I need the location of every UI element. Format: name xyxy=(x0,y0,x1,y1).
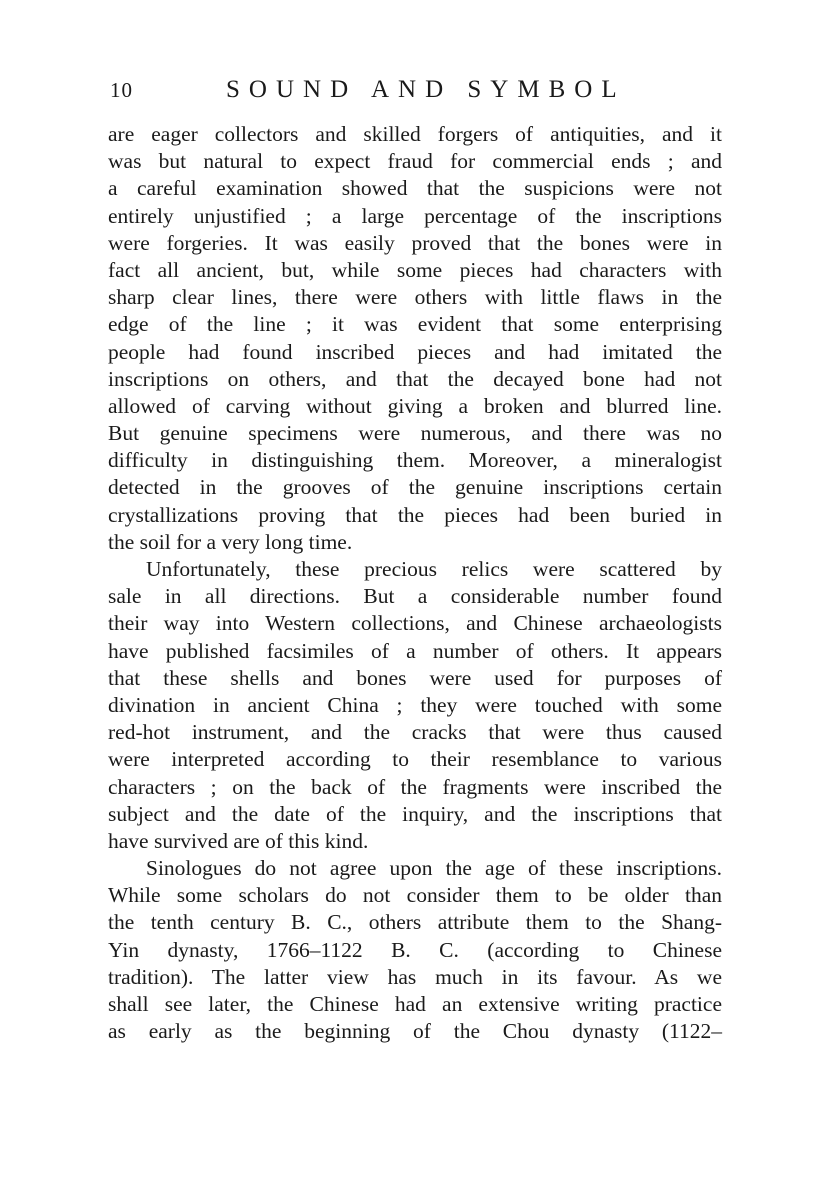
text-line: fact all ancient, but, while some pieces had characters with xyxy=(108,257,722,282)
page-number: 10 xyxy=(110,78,133,102)
text-line: edge of the line ; it was evident that some enterprising xyxy=(108,312,722,337)
text-line: have survived are of this kind. xyxy=(108,828,369,853)
text-line: allowed of carving without giving a broken and blurred line. xyxy=(108,393,722,418)
text-line: sharp clear lines, there were others with little flaws in the xyxy=(108,285,722,310)
text-line: Yin dynasty, 1766–1122 B. C. (according to Chinese xyxy=(108,937,722,962)
text-line: tradition). The latter view has much in its favour. As we xyxy=(108,964,722,989)
text-line: divination in ancient China ; they were touched with some xyxy=(108,692,722,717)
text-line: a careful examination showed that the suspicions were not xyxy=(108,176,722,201)
paragraph xyxy=(108,556,722,855)
running-head xyxy=(110,76,730,110)
text-line: detected in the grooves of the genuine inscriptions certain xyxy=(108,475,722,500)
text-line: characters ; on the back of the fragments were inscribed the xyxy=(108,774,722,799)
text-line: Sinologues do not agree upon the age of these inscriptions. xyxy=(146,856,722,881)
text-line: that these shells and bones were used for purposes of xyxy=(108,665,722,690)
text-line: as early as the beginning of the Chou dynasty (1122– xyxy=(108,1019,722,1044)
text-line: shall see later, the Chinese had an extensive writing practice xyxy=(108,992,722,1016)
text-line: the soil for a very long time. xyxy=(108,529,353,554)
text-line: their way into Western collections, and Chinese archaeologists xyxy=(108,611,722,636)
paragraph xyxy=(108,121,722,556)
text-line: But genuine specimens were numerous, and there was no xyxy=(108,421,722,446)
text-line: sale in all directions. But a considerable number found xyxy=(108,584,722,609)
body-text xyxy=(108,121,722,1045)
paragraph xyxy=(108,855,722,1045)
text-line: were forgeries. It was easily proved that the bones were in xyxy=(108,230,722,255)
text-line: inscriptions on others, and that the decayed bone had not xyxy=(108,366,722,391)
text-line: subject and the date of the inquiry, and the inscriptions that xyxy=(108,801,722,826)
text-line: red-hot instrument, and the cracks that were thus caused xyxy=(108,720,722,745)
text-line: the tenth century B. C., others attribute them to the Shang- xyxy=(108,910,722,935)
text-line: entirely unjustified ; a large percentage of the inscriptions xyxy=(108,203,722,228)
text-line: difficulty in distinguishing them. Moreover, a mineralogist xyxy=(108,448,722,473)
text-line: are eager collectors and skilled forgers of antiquities, and it xyxy=(108,122,722,146)
text-line: crystallizations proving that the pieces had been buried in xyxy=(108,502,722,527)
text-line: people had found inscribed pieces and had imitated the xyxy=(108,339,722,364)
text-line: While some scholars do not consider them to be older than xyxy=(108,883,722,908)
text-line: have published facsimiles of a number of others. It appears xyxy=(108,638,722,663)
running-title: SOUND AND SYMBOL xyxy=(226,76,626,103)
text-line: were interpreted according to their resemblance to various xyxy=(108,747,722,772)
text-line: Unfortunately, these precious relics were scattered by xyxy=(146,557,722,581)
text-line: was but natural to expect fraud for commercial ends ; and xyxy=(108,149,722,174)
